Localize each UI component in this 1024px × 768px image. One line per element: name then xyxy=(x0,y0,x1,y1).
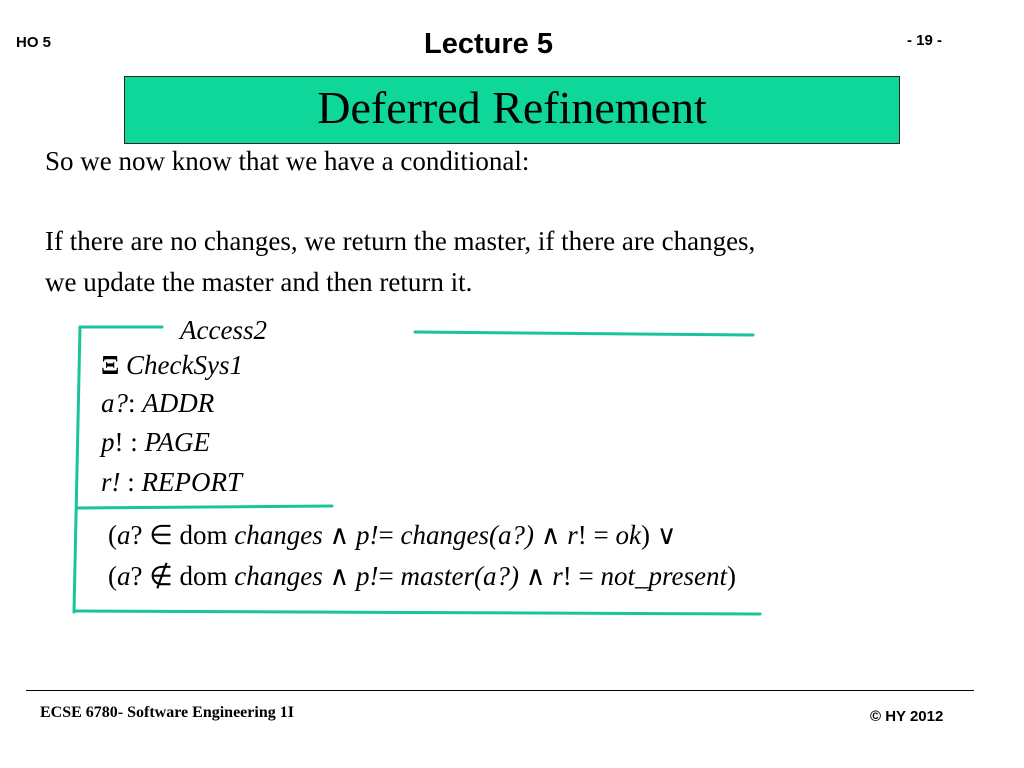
schema-include xyxy=(101,350,243,381)
handout-label: HO 5 xyxy=(16,34,52,51)
footer-course: ECSE 6780- Software Engineering 1I xyxy=(40,704,294,721)
page-number: - 19 - xyxy=(907,32,943,49)
schema-top-right-line xyxy=(415,332,753,335)
schema-bottom-line xyxy=(76,611,760,614)
body-line-1: So we now know that we have a conditional: xyxy=(45,146,530,176)
decl-p: p! : PAGE xyxy=(101,427,211,457)
slide-title: Deferred Refinement xyxy=(317,82,707,133)
decl-r: r! : REPORT xyxy=(101,467,243,497)
lecture-title: Lecture 5 xyxy=(424,28,553,60)
footer-divider xyxy=(26,690,974,691)
xi-symbol: Ξ xyxy=(101,350,120,380)
predicate-1: (a? ∈ dom changes ∧ p!= changes(a?) ∧ r! = ok) ∨ xyxy=(108,520,677,550)
body-line-2: If there are no changes, we return the master, if there are changes, xyxy=(45,226,756,256)
included-schema: CheckSys1 xyxy=(126,350,243,380)
schema-left-line xyxy=(74,327,80,612)
decl-a: a?: ADDR xyxy=(101,388,215,418)
body-line-3: we update the master and then return it. xyxy=(45,267,473,297)
schema-middle-line xyxy=(78,506,332,508)
predicate-2: (a? ∉ dom changes ∧ p!= master(a?) ∧ r! = not_present) xyxy=(108,561,736,591)
footer-copyright: © HY 2012 xyxy=(870,708,944,725)
schema-name: Access2 xyxy=(180,315,267,345)
